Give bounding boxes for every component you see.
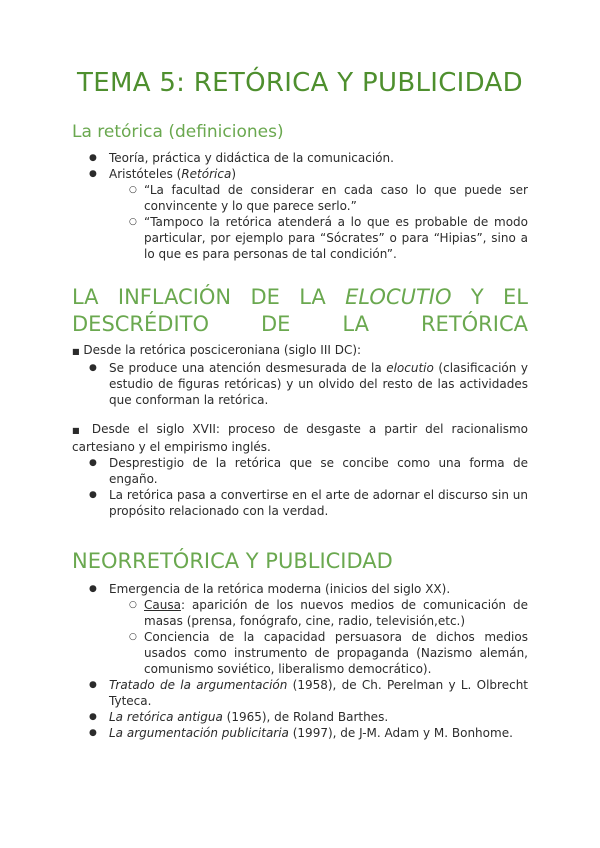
text-segment: (1997), de J-M. Adam y M. Bonhome.: [288, 726, 513, 740]
text-segment: (clasificación y estudio de figuras retóricas) y un olvido del resto de las actividades que conforman la retórica.: [109, 361, 528, 407]
list-item-text: [109, 361, 528, 407]
heading-segment: Y EL DESCRÉDITO DE LA RETÓRICA: [72, 285, 528, 336]
list-item: [72, 725, 528, 741]
list-item: [72, 360, 528, 408]
text-segment: ): [231, 167, 237, 181]
text-segment: (1958), de Ch. Perelman y L. Olbrecht Tyteca.: [109, 678, 528, 708]
list-subitem-text: “La facultad de considerar en cada caso lo que puede ser convincente y lo que parece serlo.”: [144, 183, 528, 213]
bullet-disc-icon: ●: [89, 490, 97, 500]
bullet-square-icon: ■: [72, 426, 84, 435]
bullet-circle-icon: ○: [129, 600, 137, 610]
list-item: [72, 166, 528, 262]
bullet-disc-icon: ●: [89, 363, 97, 373]
italic-term: elocutio: [386, 361, 434, 375]
bullet-disc-icon: ●: [89, 680, 97, 690]
italic-title: Retórica: [181, 167, 232, 181]
bullet-disc-icon: ●: [89, 458, 97, 468]
list-subitem: [129, 214, 528, 262]
bullet-disc-icon: ●: [89, 712, 97, 722]
list-subitem: [129, 182, 528, 214]
section-heading-retorica-definiciones: La retórica (definiciones): [72, 122, 284, 142]
section2-block-2: [72, 421, 528, 519]
list-item-text: La retórica pasa a convertirse en el arte de adornar el discurso sin un propósito relacionado con la verdad.: [109, 488, 528, 518]
paragraph-lead: [72, 421, 528, 455]
bullet-square-icon: ■: [72, 347, 80, 356]
list-item: [72, 487, 528, 519]
list-item: [72, 709, 528, 725]
list-subitem-text: Conciencia de la capacidad persuasora de dichos medios usados como instrumento de propaganda (Nazismo alemán, comunismo soviético, liberalismo democrático).: [144, 630, 528, 676]
section1-list: [72, 150, 528, 262]
list-item-text: [109, 710, 388, 724]
list-item-text: Teoría, práctica y didáctica de la comunicación.: [109, 151, 394, 165]
heading-segment: LA INFLACIÓN DE LA: [72, 285, 346, 309]
underlined-term: Causa: [144, 598, 181, 612]
bullet-disc-icon: ●: [89, 153, 97, 163]
section-heading-inflacion-elocutio: [72, 284, 528, 338]
bullet-disc-icon: ●: [89, 728, 97, 738]
text-segment: Se produce una atención desmesurada de la: [109, 361, 387, 375]
italic-title: La retórica antigua: [109, 710, 223, 724]
text-segment: (1965), de Roland Barthes.: [222, 710, 389, 724]
text-segment: : aparición de los nuevos medios de comunicación de masas (prensa, fonógrafo, cine, radio, televisión,etc.): [144, 598, 528, 628]
list-subitem: [129, 629, 528, 677]
paragraph-lead-text: Desde el siglo XVII: proceso de desgaste a partir del racionalismo cartesiano y el empirismo inglés.: [72, 422, 528, 454]
heading-italic: ELOCUTIO: [345, 285, 452, 309]
bullet-circle-icon: ○: [129, 185, 137, 195]
bullet-disc-icon: ●: [89, 169, 97, 179]
list-item-text: [109, 726, 513, 740]
section2-block-1: [72, 342, 528, 408]
list-item: [72, 455, 528, 487]
list-item: [72, 581, 528, 677]
bullet-disc-icon: ●: [89, 584, 97, 594]
list-item-text: [109, 678, 528, 708]
list-subitem-text: [144, 598, 528, 628]
list-subitem: [129, 597, 528, 629]
text-segment: Aristóteles (: [109, 167, 182, 181]
list-item: [72, 677, 528, 709]
list-subitem-text: “Tampoco la retórica atenderá a lo que es probable de modo particular, por ejemplo para “Sócrates” o para “Hipias”, sino a lo que es para personas de tal condición”.: [144, 215, 528, 261]
list-item-text: Desprestigio de la retórica que se concibe como una forma de engaño.: [109, 456, 528, 486]
list-item: [72, 150, 528, 166]
paragraph-lead: [72, 342, 528, 360]
section3-list: [72, 581, 528, 741]
bullet-circle-icon: ○: [129, 632, 137, 642]
paragraph-lead-text: Desde la retórica posciceroniana (siglo III DC):: [83, 343, 362, 357]
italic-title: La argumentación publicitaria: [109, 726, 289, 740]
page-title: TEMA 5: RETÓRICA Y PUBLICIDAD: [77, 68, 523, 98]
section-heading-neorretorica: NEORRETÓRICA Y PUBLICIDAD: [72, 549, 393, 573]
list-item-text: Emergencia de la retórica moderna (inicios del siglo XX).: [109, 582, 451, 596]
italic-title: Tratado de la argumentación: [109, 678, 288, 692]
bullet-circle-icon: ○: [129, 217, 137, 227]
list-item-text: [109, 167, 236, 181]
